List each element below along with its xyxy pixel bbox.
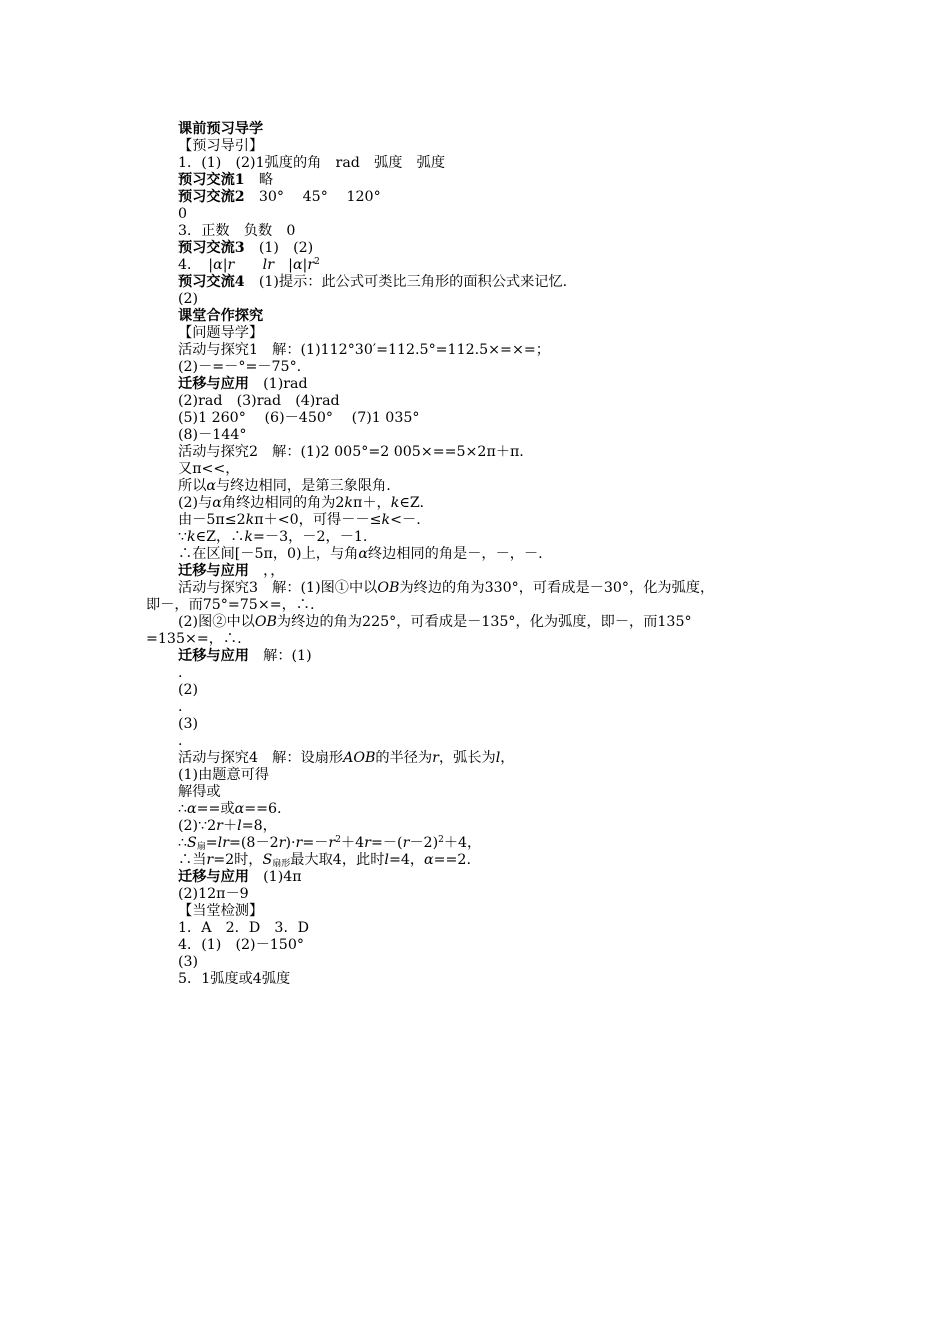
text-line xyxy=(178,801,282,818)
text-line xyxy=(178,274,567,291)
text-segment: 4． | xyxy=(178,257,214,273)
text-segment: ， xyxy=(500,750,515,766)
text-segment: 扇 xyxy=(196,842,206,852)
text-segment: α xyxy=(187,801,197,817)
text-segment: r xyxy=(307,257,315,273)
text-line xyxy=(178,767,269,784)
text-segment: ＋4 xyxy=(340,835,365,851)
text-segment: 扇形 xyxy=(272,859,291,869)
text-line xyxy=(178,716,198,733)
text-segment: 2 xyxy=(314,257,320,267)
text-segment: 为终边的角为225°，可看成是－135°，化为弧度，即－，而135° xyxy=(276,614,692,630)
text-line xyxy=(178,512,421,529)
text-segment: 30° 45° 120° xyxy=(244,189,381,205)
text-segment: l xyxy=(384,852,389,868)
text-segment: r xyxy=(432,750,439,766)
text-segment: S xyxy=(187,835,197,851)
text-segment: =(8－2 xyxy=(229,835,279,851)
text-segment: 活动与探究1 解：(1)112°30′=112.5°=112.5×=×=； xyxy=(178,342,550,358)
text-line xyxy=(178,257,320,274)
text-line xyxy=(178,971,290,988)
text-segment: (1)由题意可得 xyxy=(178,767,270,783)
text-segment: 解：(1) xyxy=(248,648,312,664)
text-segment: =8， xyxy=(241,818,277,834)
text-line xyxy=(178,563,284,580)
text-segment: =－3，－2，－1. xyxy=(253,529,368,545)
text-segment: 所以 xyxy=(178,478,207,494)
text-segment: ＋ xyxy=(222,818,238,834)
text-segment: 1．A 2．D 3．D xyxy=(178,920,310,936)
text-line xyxy=(178,886,249,903)
text-segment: l xyxy=(495,750,501,766)
text-segment: 终边相同的角是－，－，－. xyxy=(367,546,543,562)
text-segment: ∈Z，∴ xyxy=(195,529,245,545)
text-segment: (2)与 xyxy=(178,495,213,511)
text-line xyxy=(178,325,263,342)
text-segment: | xyxy=(222,257,228,273)
text-segment: . xyxy=(178,733,183,749)
text-segment: r xyxy=(295,835,303,851)
text-line xyxy=(178,495,424,512)
text-segment: α xyxy=(358,546,368,562)
text-segment: AOB xyxy=(343,750,376,766)
text-segment: 5．1弧度或4弧度 xyxy=(178,971,291,987)
text-segment: (2) xyxy=(178,682,199,698)
text-line xyxy=(178,529,367,546)
text-segment: (2)rad (3)rad (4)rad xyxy=(178,393,340,409)
text-line xyxy=(178,359,301,376)
text-line xyxy=(178,240,313,257)
text-segment: 1．(1) (2)1弧度的角 rad 弧度 弧度 xyxy=(178,155,446,171)
text-line xyxy=(178,682,198,699)
text-line xyxy=(146,597,315,614)
text-segment: 迁移与应用 xyxy=(178,648,249,664)
text-segment: ∴在区间[－5π，0)上，与角 xyxy=(178,546,359,562)
text-segment: 活动与探究3 解：(1)图①中以 xyxy=(178,580,378,596)
text-segment: OB xyxy=(377,580,400,596)
text-line xyxy=(178,444,524,461)
text-line xyxy=(178,580,714,597)
text-line xyxy=(178,614,692,631)
text-segment: ，， xyxy=(248,563,285,579)
text-line xyxy=(146,631,242,648)
text-segment: <－. xyxy=(390,512,421,528)
text-segment: 活动与探究2 解：(1)2 005°=2 005×==5×2π＋π. xyxy=(178,444,524,460)
text-segment: 课堂合作探究 xyxy=(178,308,264,324)
text-segment: . xyxy=(178,699,183,715)
text-segment: r xyxy=(364,835,371,851)
text-segment: (2)图②中以 xyxy=(178,614,255,630)
text-segment xyxy=(234,257,262,273)
text-segment: －2) xyxy=(409,835,439,851)
text-line xyxy=(178,818,277,835)
text-segment: α xyxy=(424,852,434,868)
text-segment: 4．(1) (2)－150° xyxy=(178,937,304,953)
text-segment: α xyxy=(213,257,223,273)
text-line xyxy=(178,461,239,478)
text-segment: (1)4π xyxy=(248,869,302,885)
text-segment: α xyxy=(234,801,245,817)
text-line xyxy=(178,665,183,682)
text-line xyxy=(178,291,198,308)
text-segment: )· xyxy=(285,835,296,851)
text-segment: 【预习导引】 xyxy=(178,138,264,154)
text-segment: 0 xyxy=(178,206,188,222)
text-line xyxy=(178,920,309,937)
text-segment: =－ xyxy=(302,835,329,851)
text-segment: 为终边的角为330°，可看成是－30°，化为弧度， xyxy=(399,580,715,596)
text-segment: π＋， xyxy=(353,495,391,511)
text-segment: 解得或 xyxy=(178,784,221,800)
text-segment: r xyxy=(227,257,235,273)
text-segment: k xyxy=(381,512,391,528)
text-segment: lr xyxy=(217,835,229,851)
text-line xyxy=(178,342,550,359)
text-segment: k xyxy=(244,529,253,545)
text-segment: r xyxy=(206,852,214,868)
text-line xyxy=(178,546,543,563)
text-segment: (8)－144° xyxy=(178,427,247,443)
text-segment: lr xyxy=(262,257,274,273)
text-segment: | xyxy=(302,257,308,273)
text-segment: 迁移与应用 xyxy=(178,563,249,579)
text-segment: S xyxy=(262,852,273,868)
text-segment: | xyxy=(273,257,293,273)
text-line xyxy=(178,784,221,801)
text-segment: . xyxy=(178,665,183,681)
text-line xyxy=(178,393,340,410)
text-segment: ==或 xyxy=(196,801,235,817)
text-segment: (3) xyxy=(178,954,199,970)
text-segment: (5)1 260° (6)－450° (7)1 035° xyxy=(178,410,420,426)
text-segment: 即－，而75°=75×=，∴. xyxy=(146,597,315,613)
text-segment: (2) xyxy=(178,291,199,307)
text-line xyxy=(178,869,302,886)
text-segment: 略 xyxy=(244,172,274,188)
text-segment: 预习交流4 xyxy=(178,274,245,290)
text-segment: 活动与探究4 解：设扇形 xyxy=(178,750,344,766)
text-segment: =2时， xyxy=(213,852,263,868)
text-segment: (2)12π－9 xyxy=(178,886,249,902)
text-line xyxy=(178,308,263,325)
text-line xyxy=(178,852,471,869)
text-segment: (1)提示：此公式可类比三角形的面积公式来记忆. xyxy=(244,274,568,290)
text-segment: r xyxy=(402,835,410,851)
text-segment: r xyxy=(216,818,223,834)
text-segment: 与终边相同，是第三象限角. xyxy=(215,478,391,494)
text-segment: (2)∵2 xyxy=(178,818,217,834)
text-segment: (2)－=－°=－75°. xyxy=(178,359,302,375)
text-line xyxy=(178,835,481,852)
text-segment: (1) (2) xyxy=(244,240,314,256)
text-line xyxy=(178,410,419,427)
text-segment: α xyxy=(206,478,216,494)
text-line xyxy=(178,155,445,172)
text-segment: 的半径为 xyxy=(375,750,433,766)
text-segment: α xyxy=(292,257,303,273)
text-line xyxy=(178,223,295,240)
text-segment: k xyxy=(344,495,354,511)
text-segment: 最大取4，此时 xyxy=(290,852,385,868)
text-segment: 迁移与应用 xyxy=(178,869,249,885)
text-line xyxy=(178,138,263,155)
text-segment: ＋4， xyxy=(443,835,482,851)
text-segment: 预习交流1 xyxy=(178,172,245,188)
text-segment: ∈Z. xyxy=(399,495,424,511)
text-line xyxy=(178,937,304,954)
text-segment: (3) xyxy=(178,716,199,732)
text-segment: 由－5π≤2 xyxy=(178,512,246,528)
text-segment: ∵ xyxy=(178,529,188,545)
text-line xyxy=(178,648,312,665)
text-segment: 迁移与应用 xyxy=(178,376,249,392)
text-segment: (1)rad xyxy=(248,376,308,392)
text-line xyxy=(178,376,308,393)
text-segment: k xyxy=(187,529,196,545)
text-segment: α xyxy=(212,495,222,511)
text-segment: 又π<<， xyxy=(178,461,240,477)
text-line xyxy=(178,733,183,750)
text-segment: 2 xyxy=(438,835,444,845)
text-segment: k xyxy=(390,495,400,511)
text-segment: =135×=，∴. xyxy=(146,631,242,647)
text-segment: k xyxy=(245,512,255,528)
text-segment: l xyxy=(237,818,242,834)
text-segment: r xyxy=(278,835,286,851)
text-segment: ==2. xyxy=(433,852,471,868)
text-line xyxy=(178,699,183,716)
text-line xyxy=(178,478,391,495)
text-segment: 2 xyxy=(335,835,341,845)
text-segment: 3．正数 负数 0 xyxy=(178,223,296,239)
text-segment: 预习交流3 xyxy=(178,240,245,256)
text-segment: r xyxy=(328,835,336,851)
text-segment: ，弧长为 xyxy=(438,750,496,766)
text-line xyxy=(178,172,273,189)
text-segment: ∴ xyxy=(178,835,188,851)
text-segment: ∴ xyxy=(178,801,188,817)
text-line xyxy=(178,206,187,223)
text-segment: =－( xyxy=(370,835,403,851)
text-segment: ==6. xyxy=(244,801,282,817)
text-segment: 课前预习导学 xyxy=(178,121,264,137)
text-segment: ∴当 xyxy=(178,852,207,868)
text-line xyxy=(178,121,263,138)
text-line xyxy=(178,903,263,920)
text-segment: π＋<0，可得－－≤ xyxy=(254,512,382,528)
text-segment: 预习交流2 xyxy=(178,189,245,205)
text-line xyxy=(178,954,198,971)
text-segment: OB xyxy=(254,614,277,630)
text-line xyxy=(178,750,514,767)
text-segment: 角终边相同的角为2 xyxy=(221,495,345,511)
text-segment: 【当堂检测】 xyxy=(178,903,264,919)
text-segment: = xyxy=(205,835,218,851)
text-line xyxy=(178,189,381,206)
text-segment: 【问题导学】 xyxy=(178,325,264,341)
text-segment: =4， xyxy=(388,852,425,868)
text-line xyxy=(178,427,246,444)
